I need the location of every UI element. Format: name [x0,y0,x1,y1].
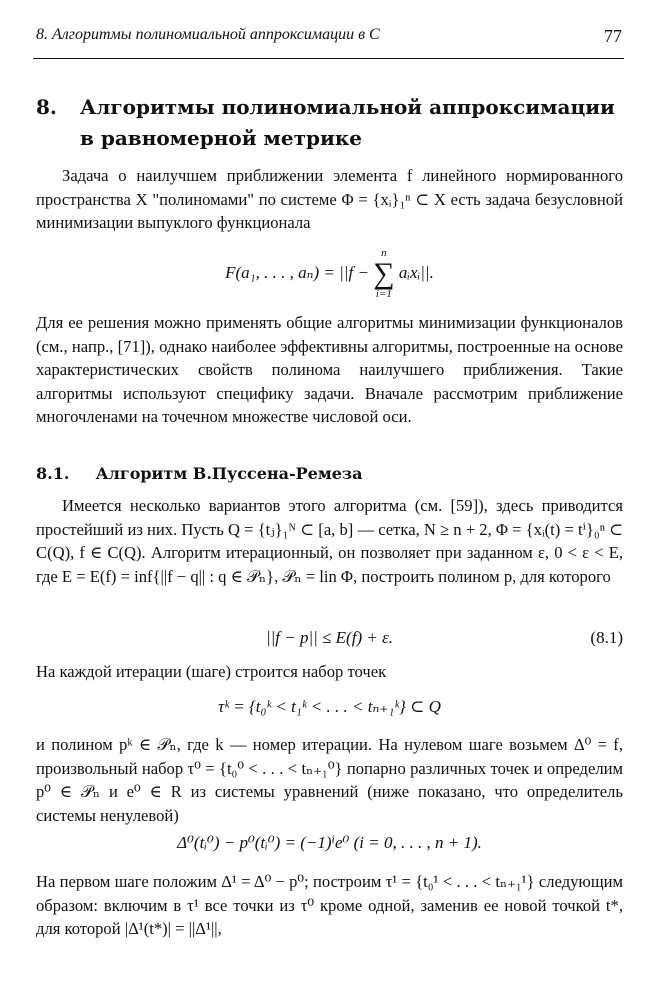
paragraph-6-block [36,870,623,941]
formula-tau-expression: τᵏ = {t₀ᵏ < t₁ᵏ < . . . < tₙ₊₁ᵏ} ⊂ Q [218,697,441,716]
subsection-title: Алгоритм В.Пуссена-Ремеза [95,464,363,483]
paragraph-4-block [36,660,623,684]
equation-number: (8.1) [590,628,623,647]
paragraph-5-block [36,733,623,827]
formula-delta-expression: Δ⁰(tᵢ⁰) − p⁰(tᵢ⁰) = (−1)ⁱe⁰ (i = 0, . . . , n + 1). [177,833,482,852]
paragraph-4: На каждой итерации (шаге) строится набор точек [36,662,387,681]
paragraph-3: Имеется несколько вариантов этого алгоритма (см. [59]), здесь приводится простейший из них. Пусть Q = {tⱼ}₁ᴺ ⊂ [a, b] — сетка, N ≥ n + 2, Φ = {xᵢ(t) = tⁱ}₀ⁿ ⊂ C(Q), f ∈ C(Q). Алгоритм итерационный, он позволяет при заданном ε, 0 < ε < E, где E = E(f) = inf{||f − q|| : q ∈ 𝒫ₙ}, 𝒫ₙ = lin Φ, построить полином p, для которого [36,496,623,586]
running-title: 8. Алгоритмы полиномиальной аппроксимации в C [36,26,380,43]
intro-text-block [36,164,623,235]
section-title: Алгоритмы полиномиальной аппроксимации в равномерной метрике [80,95,615,150]
formula-tau [36,697,623,717]
formula-8-1-expression: ||f − p|| ≤ E(f) + ε. [265,628,394,647]
section-heading [36,92,626,154]
formula-8-1 [36,628,623,648]
paragraph-1: Задача о наилучшем приближении элемента f линейного нормированного пространства X "полиномами" по системе Φ = {xᵢ}₁ⁿ ⊂ X есть задача безусловной минимизации выпуклого функционала [36,166,623,232]
paragraph-2: Для ее решения можно применять общие алгоритмы минимизации функционалов (см., напр., [71]), однако наиболее эффективны алгоритмы, построенные на основе характеристических свойств полинома наилучшего приближения. Такие алгоритмы используют специфику задачи. Вначале рассмотрим приближение многочленами на точечном множестве числовой оси. [36,313,623,426]
section-number: 8. [36,95,57,119]
formula-functional [36,248,623,300]
sum-lower-limit: i=1 [375,288,392,300]
running-head [36,26,622,44]
page-number: 77 [604,26,622,46]
paragraph-3-block [36,494,623,588]
formula-delta [36,833,623,853]
paragraph-2-block [36,311,623,429]
sum-upper-limit: n [381,247,387,259]
header-rule [33,58,624,59]
subsection-number: 8.1. [36,464,70,483]
formula-functional-right: aᵢxᵢ||. [398,262,434,282]
paragraph-5: и полином pᵏ ∈ 𝒫ₙ, где k — номер итерации. На нулевом шаге возьмем Δ⁰ = f, произвольный набор τ⁰ = {t₀⁰ < . . . < tₙ₊₁⁰} попарно различных точек и определим p⁰ ∈ 𝒫ₙ и e⁰ ∈ R из системы уравнений (ниже показано, что определитель системы ненулевой) [36,735,623,825]
formula-functional-left: F(a₁, . . . , aₙ) = ||f − [225,262,369,282]
sum-operator [373,248,394,300]
sigma-symbol: ∑ [373,257,395,290]
subsection-heading [36,464,363,483]
paragraph-6: На первом шаге положим Δ¹ = Δ⁰ − p⁰; построим τ¹ = {t₀¹ < . . . < tₙ₊₁¹} следующим образом: включим в τ¹ все точки из τ⁰ кроме одной, заменив ее новой точкой t*, для которой |Δ¹(t*)| = ||Δ¹||, [36,872,623,938]
